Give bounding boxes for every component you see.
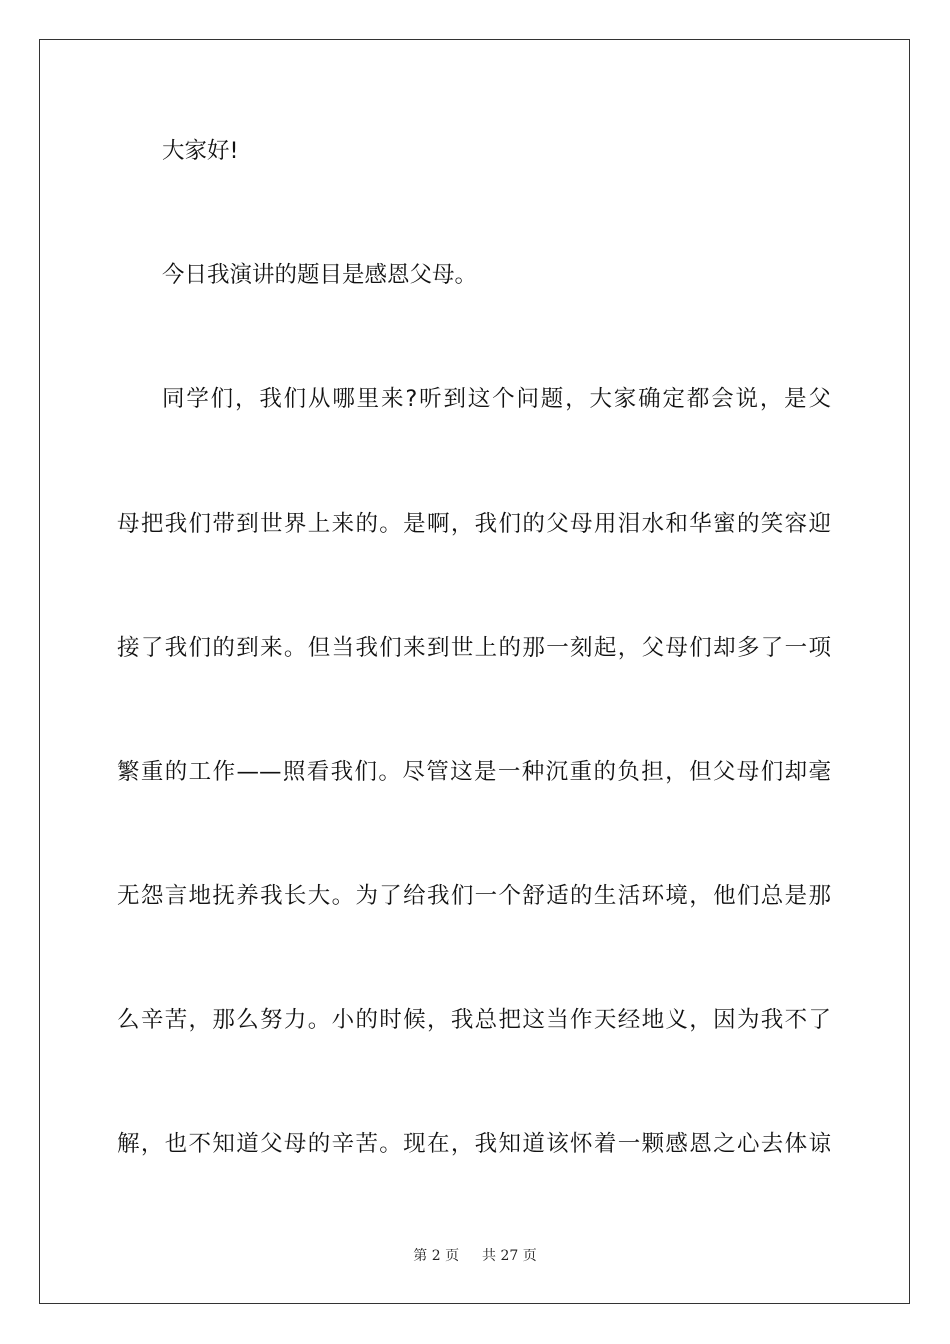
paragraph-line-7: 解，也不知道父母的辛苦。现在，我知道该怀着一颗感恩之心去体谅 — [117, 1131, 831, 1157]
paragraph-line-3: 接了我们的到来。但当我们来到世上的那一刻起，父母们却多了一项 — [117, 635, 831, 661]
paragraph-line-2: 母把我们带到世界上来的。是啊，我们的父母用泪水和华蜜的笑容迎 — [117, 511, 831, 537]
paragraph-line-5: 无怨言地抚养我长大。为了给我们一个舒适的生活环境，他们总是那 — [117, 883, 831, 909]
greeting-line: 大家好! — [162, 138, 239, 164]
paragraph-line-1: 同学们，我们从哪里来?听到这个问题，大家确定都会说，是父 — [162, 386, 831, 412]
page-number: 第 2 页 — [413, 1248, 460, 1264]
topic-line: 今日我演讲的题目是感恩父母。 — [162, 262, 478, 288]
paragraph-line-4: 繁重的工作——照看我们。尽管这是一种沉重的负担，但父母们却毫 — [117, 759, 831, 785]
page-total: 共 27 页 — [482, 1248, 537, 1264]
page-border — [39, 39, 910, 1304]
page-footer — [0, 1247, 950, 1265]
paragraph-line-6: 么辛苦，那么努力。小的时候，我总把这当作天经地义，因为我不了 — [117, 1007, 831, 1033]
